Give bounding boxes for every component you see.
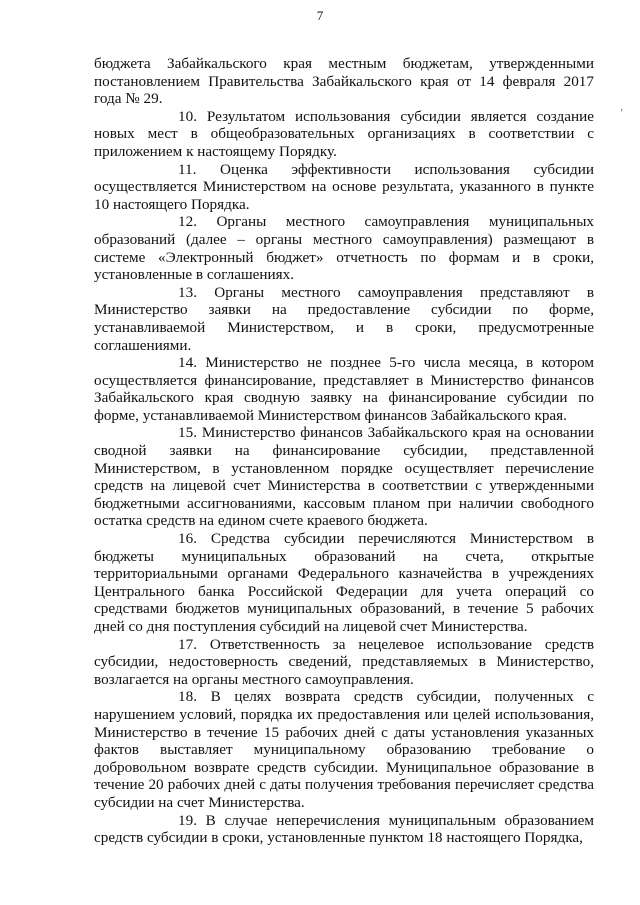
paragraph-number: 17. (178, 635, 197, 653)
paragraph-text: Органы местного самоуправления муниципальных образований (далее – органы местного самоуправления) размещают в системе «Электронный бюджет» отчетность по формам и в сроки, установленные в соглашениях. (94, 213, 595, 284)
margin-mark: ’ (620, 108, 624, 119)
paragraph-text: Министерство не позднее 5-го числа месяца, в котором осуществляется финансирование, представляет в Министерство финансов Забайкальского края сводную заявку на финансирование субсидии по форме, устанавливаемой Министерством финансов Забайкальского края. (94, 354, 595, 424)
paragraph-number: 12. (178, 213, 197, 231)
paragraph-number: 18. (178, 688, 197, 706)
paragraph-text: Оценка эффективности использования субсидии осуществляется Министерством на основе результата, указанного в пункте 10 настоящего Порядка. (94, 160, 594, 213)
paragraph-number: 14. (178, 354, 197, 372)
paragraph-number: 19. (178, 811, 197, 829)
page-number: 7 (316, 8, 324, 23)
paragraph-text: Органы местного самоуправления представляют в Министерство заявки на предоставление субсидии по форме, устанавливаемой Министерством, и в сроки, предусмотренные соглашениями. (94, 283, 594, 354)
paragraph-number: 13. (178, 283, 197, 301)
paragraph-19 (94, 812, 594, 847)
paragraph-12 (94, 213, 594, 283)
paragraph-number: 15. (178, 424, 197, 442)
paragraph-text: Министерство финансов Забайкальского края на основании сводной заявки на финансирование субсидии, представленной Министерством, в установленном порядке осуществляет перечисление средств на лицевой счет Министерства в соответствии с утвержденными бюджетными ассигнованиями, кассовым планом при наличии свободного остатка средств на едином счете краевого бюджета. (94, 424, 594, 530)
paragraph-11 (94, 161, 594, 214)
paragraph-text: Ответственность за нецелевое использование средств субсидии, недостоверность сведений, представляемых в Министерство, возлагается на органы местного самоуправления. (94, 635, 594, 688)
paragraph-text: Средства субсидии перечисляются Министерством в бюджеты муниципальных образований на счета, открытые территориальными органами Федерального казначейства в учреждениях Центрального банка Российской Федерации для учета операций со средствами бюджетов муниципальных образований, в течение 5 рабочих дней со дня поступления субсидий на лицевой счет Министерства. (94, 530, 594, 635)
paragraph-text: В целях возврата средств субсидии, полученных с нарушением условий, порядка их предоставления или целей использования, Министерство в течение 15 рабочих дней с даты установления указанных фактов выставляет муниципальному образованию требование о добровольном возврате средств субсидии. Муниципальное образование в течение 20 рабочих дней с даты получения требования перечисляет средства субсидии на счет Министерства. (94, 688, 595, 811)
paragraph-14 (94, 354, 594, 424)
paragraph-text: Результатом использования субсидии является создание новых мест в общеобразовательных организациях в соответствии с приложением к настоящему Порядку. (94, 107, 594, 160)
document-body (94, 55, 594, 847)
paragraph-10 (94, 108, 594, 161)
paragraph-continuation (94, 55, 594, 108)
paragraph-18 (94, 688, 594, 811)
paragraph-13 (94, 284, 594, 354)
paragraph-16 (94, 530, 594, 636)
paragraph-number: 16. (178, 530, 197, 548)
paragraph-number: 11. (178, 160, 197, 178)
paragraph-17 (94, 636, 594, 689)
paragraph-text: В случае неперечисления муниципальным образованием средств субсидии в сроки, установленные пунктом 18 настоящего Порядка, (94, 811, 594, 847)
paragraph-15 (94, 424, 594, 530)
paragraph-number: 10. (178, 107, 197, 125)
paragraph-text: бюджета Забайкальского края местным бюджетам, утвержденными постановлением Правительства Забайкальского края от 14 февраля 2017 года № 29. (94, 55, 594, 108)
